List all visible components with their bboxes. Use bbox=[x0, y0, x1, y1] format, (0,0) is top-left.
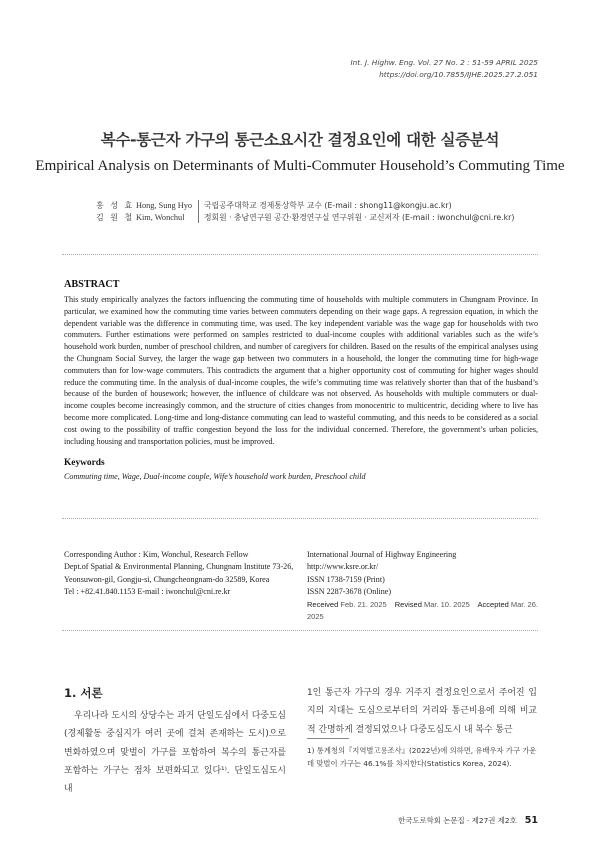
title-korean: 복수-통근자 가구의 통근소요시간 결정요인에 대한 실증분석 bbox=[100, 131, 500, 149]
author-divider bbox=[198, 200, 199, 212]
accepted-label: Accepted bbox=[477, 599, 509, 609]
divider bbox=[62, 254, 538, 255]
received-label: Received bbox=[307, 599, 339, 609]
keywords-text: Commuting time, Wage, Dual-income couple, Wife’s household work burden, Preschool child bbox=[64, 472, 366, 481]
abstract-heading: ABSTRACT bbox=[64, 279, 120, 290]
author-row bbox=[96, 200, 514, 212]
author-affiliation: 국립공주대학교 경제통상학부 교수 (E-mail : shong11@kongju.ac.kr) bbox=[204, 201, 452, 210]
author-name-ko: 김 원 철 bbox=[96, 212, 135, 222]
journal-doi[interactable]: https://doi.org/10.7855/IJHE.2025.27.2.051 bbox=[379, 69, 538, 79]
author-row bbox=[96, 212, 514, 224]
footnote: 1) 통계청의『지역별고용조사』(2022년)에 의하면, 유배우자 가구 가운데 맞벌이 가구는 46.1%를 차지한다(Statistics Korea, 2024). bbox=[307, 746, 537, 768]
body-text-right: 1인 통근자 가구의 경우 거주지 결정요인으로서 주어진 입지의 지대는 도심으로부터의 거리와 통근비용에 의해 비교적 간명하게 결정되었으나 다중도심도시 내 복수 통근 bbox=[307, 688, 537, 735]
journal-header bbox=[350, 57, 538, 80]
revised-date: Mar. 10. 2025 bbox=[423, 599, 470, 609]
author-name-ko: 홍 성 효 bbox=[96, 201, 135, 210]
corresponding-author bbox=[64, 549, 300, 599]
divider bbox=[62, 630, 538, 631]
author-block bbox=[96, 200, 514, 223]
corresponding-line: Corresponding Author : Kim, Wonchul, Research Fellow bbox=[64, 550, 249, 559]
journal-url[interactable]: http://www.ksre.or.kr/ bbox=[307, 562, 379, 572]
abstract-text: This study empirically analyzes the factors influencing the commuting time of households with multiple commuters in Chungnam Province. In particular, we examined how the commuting time varies between commuters depending on their wage gaps. A regression equation, in which the dependent variable was the difference in commuting time, was used. The key independent variable was the wage gap for households with two commuters. Further estimations were performed on samples restricted to dual-income couples with additional variables such as the wife’s household work burden, number of preschool children, and number of caregivers for children. Based on the results of the empirical analyses using the Chungnam Social Survey, the larger the wage gap between two commuters in a household, the longer the commuting time for high-wage commuters than for low-wage commuters. This contradicts the argument that a higher opportunity cost of commuting for higher wages should reduce the commuting time. In the analysis of dual-income couples, the wife’s commuting time was relatively shorter than that of the husband’s because of the burden of housework; however, the influence of childcare was not observed. As households with multiple commuters or dual-income couples become increasingly common, and the structure of cities changes from monocentric to multicentric, deciding where to live has become more complicated. Long-time and long-distance commuting can lead to wasteful commuting, and this needs to be considered as a social cost owing to the possibility of traffic congestion beyond the loss for the individual concerned. Therefore, the government’s urban policies, including housing and transportation policies, must be improved. bbox=[64, 295, 538, 446]
accepted-date: Mar. 26. 2025 bbox=[307, 599, 538, 622]
keywords-heading: Keywords bbox=[64, 458, 105, 468]
author-affiliation: 정회원 · 충남연구원 공간·환경연구실 연구위원 · 교신저자 (E-mail : iwonchul@cni.re.kr) bbox=[204, 212, 515, 222]
page-number: 51 bbox=[524, 815, 538, 826]
issn-online: ISSN 2287-3678 (Online) bbox=[307, 587, 392, 597]
journal-citation: Int. J. Highw. Eng. Vol. 27 No. 2 : 51-59 APRIL 2025 bbox=[350, 58, 538, 67]
divider bbox=[62, 518, 538, 519]
section-heading: 1. 서론 bbox=[64, 686, 103, 700]
journal-info bbox=[307, 549, 539, 623]
title-english: Empirical Analysis on Determinants of Multi-Commuter Household’s Commuting Time bbox=[35, 158, 565, 174]
journal-name: International Journal of Highway Engineering bbox=[307, 550, 457, 559]
author-divider bbox=[198, 212, 199, 224]
dates-row bbox=[307, 599, 539, 624]
footer-journal: 한국도로학회 논문집 · 제27권 제2호 bbox=[398, 816, 517, 825]
page-footer bbox=[398, 815, 538, 826]
received-date: Feb. 21. 2025 bbox=[340, 599, 387, 609]
revised-label: Revised bbox=[394, 599, 422, 609]
corresponding-line: Yeonsuwon-gil, Gongju-si, Chungcheongnam-do 32589, Korea bbox=[64, 574, 270, 584]
corresponding-line: Dept.of Spatial & Environmental Planning, Chungnam Institute 73-26, bbox=[64, 562, 294, 572]
author-name-en: Hong, Sung Hyo bbox=[136, 201, 193, 210]
body-text-left: 우리나라 도시의 상당수는 과거 단일도심에서 다중도심(경제활동 중심지가 여러 곳에 걸쳐 존재하는 도시)으로 변화하였으며 맞벌이 가구를 포함하여 복수의 통근자를 포함하는 가구는 점차 보편화되고 있다¹⁾. 단일도심도시 내 bbox=[64, 711, 286, 795]
author-name-en: Kim, Wonchul bbox=[136, 212, 185, 222]
footnote-rule bbox=[307, 738, 349, 739]
issn-print: ISSN 1738-7159 (Print) bbox=[307, 574, 385, 584]
corresponding-line: Tel : +82.41.840.1153 E-mail : iwonchul@cni.re.kr bbox=[64, 587, 231, 597]
